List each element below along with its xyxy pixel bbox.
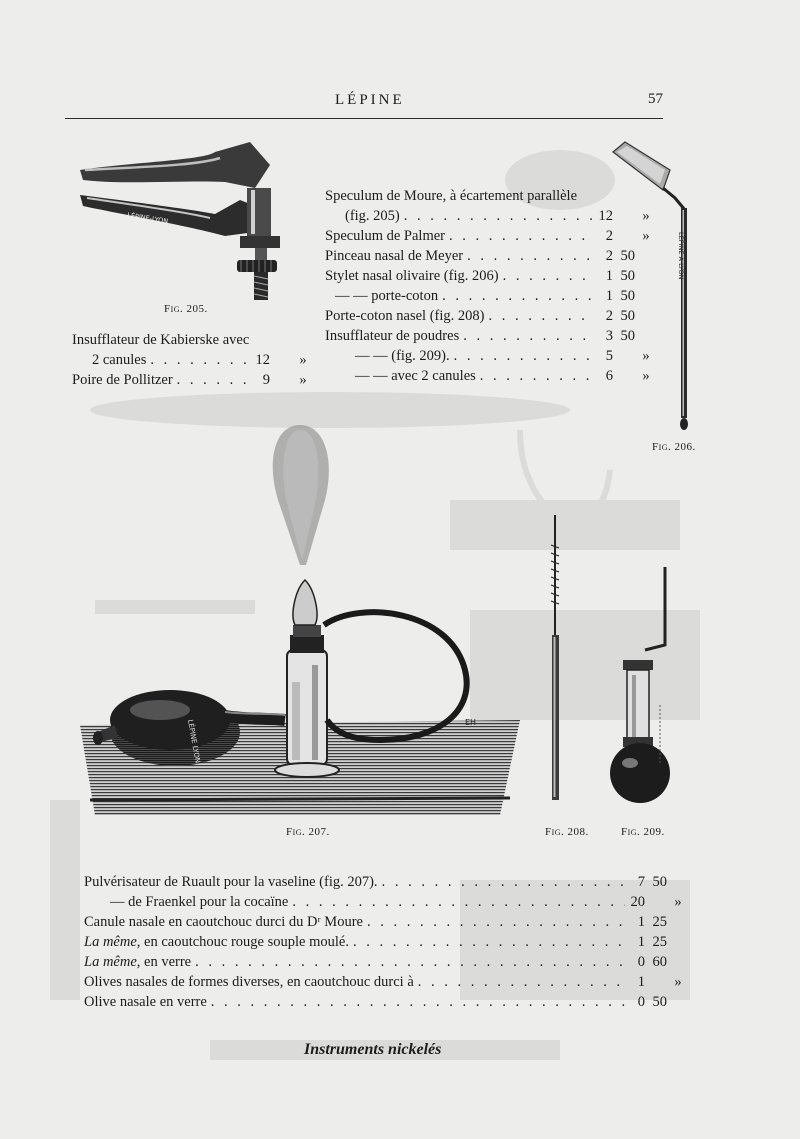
list-item-price: 1 25: [637, 914, 667, 930]
list-item-label: — de Fraenkel pour la cocaïne: [110, 894, 289, 910]
fig-205-speculum-illustration: [75, 140, 280, 305]
leader-dots: [404, 208, 593, 225]
fig-206-caption: Fig. 206.: [652, 441, 696, 453]
header-rule: [65, 118, 663, 119]
list-item: [84, 914, 689, 931]
list-item-price: 5 »: [605, 348, 650, 364]
leader-dots: [177, 372, 250, 389]
fig-209-insufflator-illustration: [605, 565, 680, 810]
list-item-label: — — porte-coton: [335, 288, 439, 304]
leader-dots: [292, 894, 625, 911]
list-item-label: Pulvérisateur de Ruault pour la vaseline (fig. 207).: [84, 874, 378, 890]
list-item-label: Olive nasale en verre: [84, 994, 207, 1010]
fig-206-engraving: LÉPINE A LYON: [677, 232, 685, 280]
list-item: [325, 308, 657, 325]
list-item-price: 12 »: [255, 352, 307, 368]
fig-205-engraving: LÉPINE-LYON: [126, 211, 169, 226]
leader-dots: [195, 954, 625, 971]
leader-dots: [418, 974, 625, 991]
list-item-price: 1 50: [605, 268, 635, 284]
list-item: [84, 994, 689, 1011]
list-item-price: 20 »: [630, 894, 682, 910]
leader-dots: [449, 228, 593, 245]
leader-dots: [463, 328, 593, 345]
list-item: [84, 954, 689, 971]
list-item-price: 0 50: [637, 994, 667, 1010]
list-item-price: 2 »: [605, 228, 650, 244]
leader-dots: [480, 368, 593, 385]
list-item-label: Canule nasale en caoutchouc durci du Dʳ Moure: [84, 914, 363, 930]
leader-dots: [488, 308, 593, 325]
list-item: [110, 894, 689, 911]
list-item-price: 3 50: [605, 328, 635, 344]
list-item-label: Speculum de Palmer: [325, 228, 446, 244]
list-item-label: Stylet nasal olivaire (fig. 206): [325, 268, 499, 284]
list-item: [84, 874, 689, 891]
list-item: [72, 372, 314, 389]
list-item-label: Pinceau nasal de Meyer: [325, 248, 464, 264]
fig-207-sprayer-illustration: [80, 420, 520, 820]
section-heading: Instruments nickelés: [304, 1041, 442, 1058]
page-number: 57: [648, 91, 663, 107]
fig-208-caption: Fig. 208.: [545, 826, 589, 838]
list-item-label: — — avec 2 canules: [355, 368, 476, 384]
leader-dots: [367, 914, 625, 931]
list-item-price: 1 »: [637, 974, 682, 990]
list-item-label: Insufflateur de poudres: [325, 328, 460, 344]
list-item: [355, 368, 657, 385]
fig-209-caption: Fig. 209.: [621, 826, 665, 838]
list-item-label: Speculum de Moure, à écartement parallèle: [325, 188, 578, 204]
list-item-price: 7 50: [637, 874, 667, 890]
leader-dots: [467, 248, 593, 265]
leader-dots: [382, 874, 625, 891]
list-item-price: 12 »: [598, 208, 650, 224]
list-item: [325, 248, 657, 265]
list-item-price: 1 50: [605, 288, 635, 304]
list-item-label: 2 canules: [92, 352, 147, 368]
list-item: [325, 328, 657, 345]
fig-207-signature: EH: [465, 718, 477, 727]
list-item: [84, 934, 689, 951]
list-item: [325, 268, 657, 285]
leader-dots: [442, 288, 593, 305]
list-item-label: La même, en caoutchouc rouge souple moulé.: [84, 934, 349, 950]
list-item: [355, 348, 657, 365]
fig-205-caption: Fig. 205.: [164, 303, 208, 315]
list-item-price: 6 »: [605, 368, 650, 384]
list-item-label: Porte-coton nasel (fig. 208): [325, 308, 485, 324]
list-item-label: Poire de Pollitzer: [72, 372, 173, 388]
fig-207-caption: Fig. 207.: [286, 826, 330, 838]
fig-206-stylet-illustration: [605, 140, 700, 432]
list-item-price: 2 50: [605, 248, 635, 264]
list-item-price: 2 50: [605, 308, 635, 324]
list-item-label: Olives nasales de formes diverses, en caoutchouc durci à: [84, 974, 414, 990]
running-header: LÉPINE: [335, 92, 405, 108]
list-item-price: 1 25: [637, 934, 667, 950]
list-item-price: 9 »: [262, 372, 307, 388]
list-item-label: — — (fig. 209).: [355, 348, 450, 364]
fig-208-cotton-holder-illustration: [546, 515, 570, 807]
list-item: [325, 228, 657, 245]
list-item-price: 0 60: [637, 954, 667, 970]
list-item-label: Insufflateur de Kabierske avec: [72, 332, 250, 348]
list-item-label: (fig. 205): [345, 208, 400, 224]
list-item: [92, 352, 314, 369]
list-item: [335, 288, 657, 305]
list-item: [84, 974, 689, 991]
list-item-label: La même, en verre: [84, 954, 192, 970]
list-item: [345, 208, 657, 225]
leader-dots: [454, 348, 593, 365]
leader-dots: [211, 994, 625, 1011]
leader-dots: [353, 934, 625, 951]
leader-dots: [503, 268, 593, 285]
fig-207-engraving: LÉPINE LYON: [186, 718, 202, 764]
leader-dots: [150, 352, 250, 369]
